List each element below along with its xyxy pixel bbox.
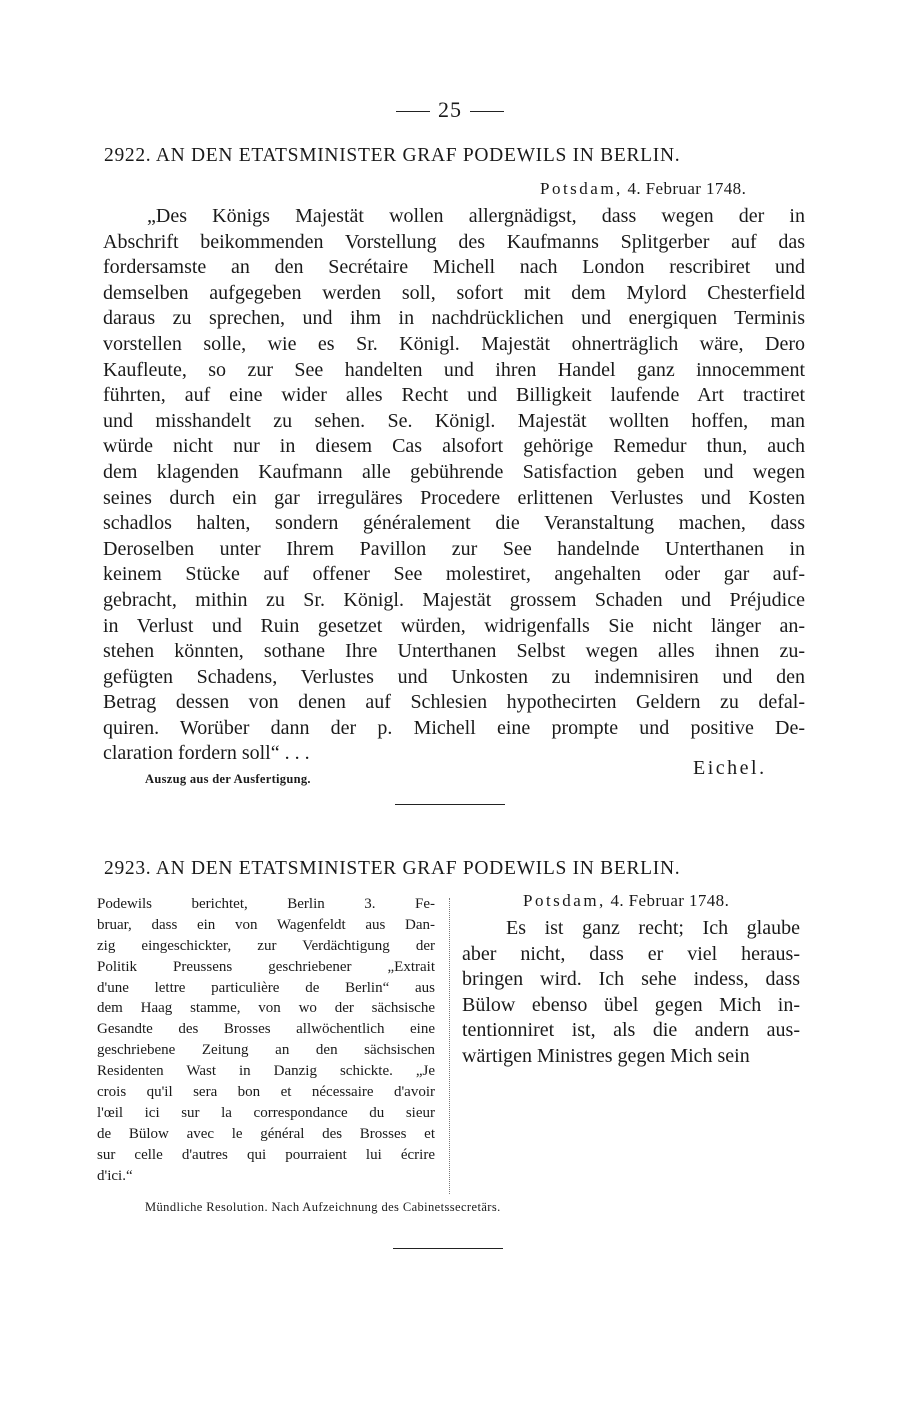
body-line: fordersamste an den Secrétaire Michell nach London rescribiret und: [103, 256, 805, 279]
body-line: Betrag dessen von denen auf Schlesien hypothecirten Geldern zu defal-: [103, 691, 805, 714]
letter-2922-place: Potsdam,: [540, 179, 623, 198]
summary-line: sur celle d'autres qui pourraient lui écrire: [97, 1146, 435, 1163]
body-line: claration fordern soll“ . . .: [103, 742, 310, 765]
body-line: quiren. Worüber dann der p. Michell eine prompte und positive De-: [103, 716, 805, 739]
letter-2923-place: Potsdam,: [523, 891, 606, 910]
body-line: keinem Stücke auf offener See molestiret, angehalten oder gar auf-: [103, 563, 805, 586]
summary-line: de Bülow avec le général des Brosses et: [97, 1125, 435, 1142]
letter-2922-heading: 2922. AN DEN ETATSMINISTER GRAF PODEWILS IN BERLIN.: [104, 145, 681, 166]
reply-line: Bülow ebenso übel gegen Mich in-: [462, 993, 800, 1016]
body-line: führten, auf eine wider alles Recht und Billigkeit laufende Art tractiret: [103, 384, 805, 407]
letter-2923-dateline: [523, 891, 729, 911]
body-line: seines durch ein gar irreguläres Procedere erlittenen Verlustes und Kosten: [103, 486, 805, 509]
summary-line: dem Haag stamme, von wo der sächsische: [97, 1000, 435, 1017]
body-line: Kaufleute, so zur See handelten und ihren Handel ganz innocemment: [103, 358, 805, 381]
reply-line: aber nicht, dass er viel heraus-: [462, 942, 800, 965]
body-line: Deroselben unter Ihrem Pavillon zur See handelnde Unterthanen in: [103, 537, 805, 560]
body-line: würde nicht nur in diesem Cas alsofort gehörige Remedur thun, auch: [103, 435, 805, 458]
summary-line: d'une lettre particulière de Berlin“ aus: [97, 979, 435, 996]
body-line: gefügten Schadens, Verlustes und Unkosten zu indemnisiren und den: [103, 665, 805, 688]
page-number-dash-left: [396, 111, 430, 112]
letter-2923-date: 4. Februar 1748.: [610, 891, 730, 910]
letter-2922-signature: Eichel.: [693, 757, 767, 779]
body-line: und misshandelt zu sehen. Se. Königl. Majestät wollten hoffen, man: [103, 409, 805, 432]
summary-line: Podewils berichtet, Berlin 3. Fe-: [97, 896, 435, 912]
page-number-dash-right: [470, 111, 504, 112]
letter-2922-date: 4. Februar 1748.: [627, 179, 747, 198]
body-line: daraus zu sprechen, und ihm in nachdrücklichen und energiquen Terminis: [103, 307, 805, 330]
summary-line: l'œil ici sur la correspondance du sieur: [97, 1104, 435, 1121]
body-line: Abschrift beikommenden Vorstellung des Kaufmanns Splitgerber auf das: [103, 230, 805, 253]
body-line: in Verlust und Ruin gesetzet würden, widrigenfalls Sie nicht länger an-: [103, 614, 805, 637]
body-line: dem klagenden Kaufmann alle gebührende Satisfaction geben und wegen: [103, 460, 805, 483]
end-divider-rule: [393, 1248, 503, 1249]
reply-line: Es ist ganz recht; Ich glaube: [506, 917, 800, 939]
reply-line: bringen wird. Ich sehe indess, dass: [462, 968, 800, 991]
page-number-line: [0, 97, 900, 123]
body-line: „Des Königs Majestät wollen allergnädigst, dass wegen der in: [147, 205, 805, 227]
letter-2923-heading: 2923. AN DEN ETATSMINISTER GRAF PODEWILS IN BERLIN.: [104, 858, 681, 879]
reply-line: tentionniret ist, als die andern aus-: [462, 1019, 800, 1042]
letter-2923-summary: [97, 894, 435, 1186]
summary-line: d'ici.“: [97, 1167, 133, 1184]
summary-line: bruar, dass ein von Wagenfeldt aus Dan-: [97, 916, 435, 933]
summary-line: Politik Preussens geschriebener „Extrait: [97, 958, 435, 975]
letter-2922-body: [103, 204, 805, 767]
letter-2923-reply: [462, 916, 800, 1070]
summary-line: Gesandte des Brosses allwöchentlich eine: [97, 1021, 435, 1038]
summary-line: geschriebene Zeitung an den sächsischen: [97, 1042, 435, 1059]
letter-2922-source-note: Auszug aus der Ausfertigung.: [145, 772, 311, 786]
letter-2922-dateline: [540, 179, 746, 199]
summary-line: Residenten Wast in Danzig schickte. „Je: [97, 1063, 435, 1080]
body-line: schadlos halten, sondern généralement die Veranstaltung machen, dass: [103, 512, 805, 535]
body-line: demselben aufgegeben werden soll, sofort mit dem Mylord Chesterfield: [103, 281, 805, 304]
column-divider: [449, 898, 450, 1194]
body-line: vorstellen solle, wie es Sr. Königl. Majestät ohnerträglich wäre, Dero: [103, 332, 805, 355]
letter-2923-resolution-note: Mündliche Resolution. Nach Aufzeichnung des Cabinetssecretärs.: [145, 1200, 501, 1214]
section-divider-rule: [395, 804, 505, 805]
summary-line: zig eingeschickter, zur Verdächtigung der: [97, 937, 435, 954]
body-line: stehen könnten, sothane Ihre Unterthanen Selbst wegen alles ihnen zu-: [103, 640, 805, 663]
page-number: 25: [438, 97, 462, 122]
reply-line: wärtigen Ministres gegen Mich sein: [462, 1044, 750, 1067]
summary-line: crois qu'il sera bon et nécessaire d'avoir: [97, 1084, 435, 1101]
body-line: gebracht, mithin zu Sr. Königl. Majestät grossem Schaden und Préjudice: [103, 588, 805, 611]
